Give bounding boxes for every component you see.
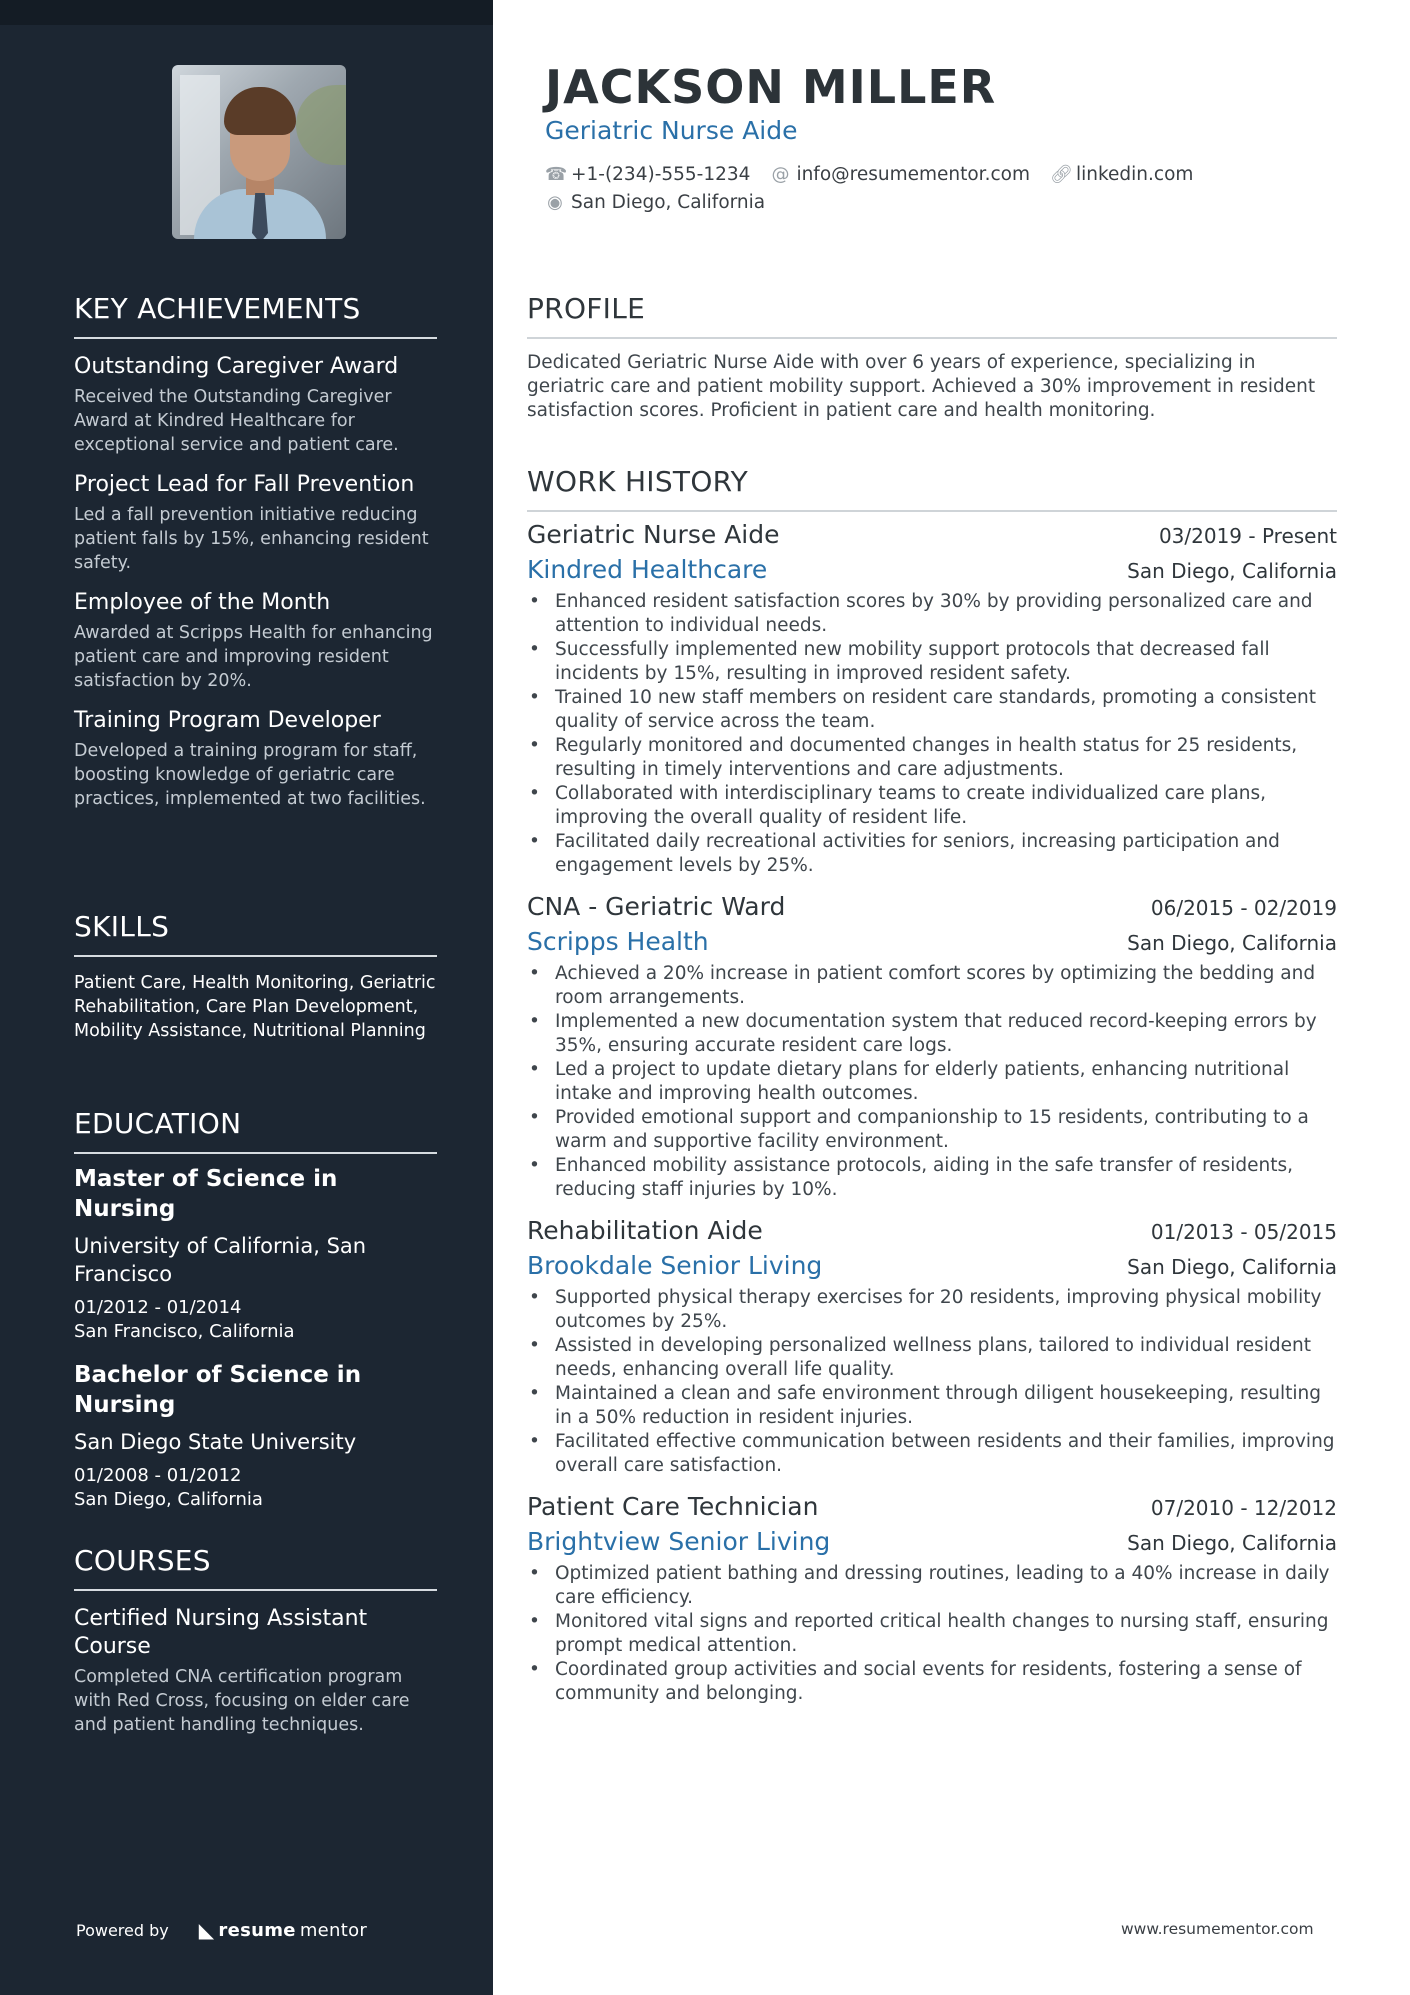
- brand-part1: resume: [218, 1919, 296, 1941]
- location-text: San Diego, California: [571, 192, 766, 213]
- candidate-role: Geriatric Nurse Aide: [545, 116, 798, 145]
- education-degree: Master of Science in Nursing: [74, 1166, 338, 1222]
- education-location: San Diego, California: [74, 1489, 263, 1510]
- bullet-item: • Monitored vital signs and reported critical health changes to nursing staff, ensuring prompt medical attention.: [527, 1610, 1337, 1658]
- achievement-item: [74, 471, 437, 575]
- achievement-title: Employee of the Month: [74, 590, 331, 615]
- job-entry: [527, 892, 1337, 1202]
- bullet-item: • Regularly monitored and documented changes in health status for 25 residents, resulting in timely interventions and care adjustments.: [527, 734, 1337, 782]
- job-location: San Diego, California: [1127, 931, 1337, 955]
- footer-url[interactable]: www.resumementor.com: [1121, 1920, 1314, 1938]
- phone-text: +1-(234)-555-1234: [571, 164, 751, 185]
- bullet-item: • Maintained a clean and safe environment through diligent housekeeping, resulting in a 50% reduction in resident injuries.: [527, 1382, 1337, 1430]
- achievement-title: Project Lead for Fall Prevention: [74, 472, 415, 497]
- course-title: Certified Nursing Assistant Course: [74, 1606, 368, 1659]
- resumementor-logo[interactable]: [199, 1918, 367, 1942]
- work-history-section: [527, 465, 1337, 1706]
- job-entry: [527, 1216, 1337, 1478]
- contact-location: [545, 192, 765, 213]
- location-item: [545, 192, 765, 213]
- work-history-heading: WORK HISTORY: [527, 465, 1337, 512]
- sidebar: [0, 0, 493, 1995]
- courses-heading: COURSES: [74, 1544, 437, 1591]
- powered-by-label: Powered by: [76, 1920, 169, 1940]
- job-company: Kindred Healthcare: [527, 555, 768, 584]
- skills-section: [74, 910, 437, 1043]
- course-item: [74, 1605, 437, 1737]
- profile-text: Dedicated Geriatric Nurse Aide with over 6 years of experience, specializing in geriatric care and patient mobility support. Achieved a 30% improvement in resident satisfaction scores. Proficient in patient care and health monitoring.: [527, 352, 1316, 421]
- bullet-item: • Implemented a new documentation system that reduced record-keeping errors by 35%, ensuring accurate resident care logs.: [527, 1010, 1337, 1058]
- profile-heading: PROFILE: [527, 292, 1337, 339]
- skills-list: Patient Care, Health Monitoring, Geriatric Rehabilitation, Care Plan Development, Mobility Assistance, Nutritional Planning: [74, 973, 436, 1041]
- job-dates: 03/2019 - Present: [1158, 524, 1337, 548]
- email-text: info@resumementor.com: [796, 164, 1030, 185]
- bullet-item: • Trained 10 new staff members on resident care standards, promoting a consistent quality of service across the team.: [527, 686, 1337, 734]
- job-entry: [527, 520, 1337, 878]
- bullet-item: • Enhanced resident satisfaction scores by 30% by providing personalized care and attention to individual needs.: [527, 590, 1337, 638]
- bullet-item: • Successfully implemented new mobility support protocols that decreased fall incidents by 15%, resulting in improved resident safety.: [527, 638, 1337, 686]
- contact-email[interactable]: [770, 164, 1030, 185]
- education-dates: 01/2012 - 01/2014: [74, 1297, 242, 1318]
- job-bullets: [527, 1286, 1337, 1478]
- job-title: CNA - Geriatric Ward: [527, 892, 786, 921]
- education-school: San Diego State University: [74, 1430, 357, 1454]
- achievement-text: Awarded at Scripps Health for enhancing patient care and improving resident satisfaction by 20%.: [74, 623, 433, 691]
- job-company: Brookdale Senior Living: [527, 1251, 823, 1280]
- bullet-item: • Facilitated daily recreational activities for seniors, increasing participation and engagement levels by 25%.: [527, 830, 1337, 878]
- education-heading: EDUCATION: [74, 1107, 437, 1154]
- at-icon: @: [771, 164, 790, 185]
- achievement-item: [74, 353, 437, 457]
- profile-section: [527, 292, 1337, 423]
- job-title: Patient Care Technician: [527, 1492, 819, 1521]
- bullet-item: • Supported physical therapy exercises for 20 residents, improving physical mobility outcomes by 25%.: [527, 1286, 1337, 1334]
- bullet-item: • Optimized patient bathing and dressing routines, leading to a 40% increase in daily care efficiency.: [527, 1562, 1337, 1610]
- profile-photo: [172, 65, 346, 239]
- job-dates: 06/2015 - 02/2019: [1150, 896, 1337, 920]
- achievements-heading: KEY ACHIEVEMENTS: [74, 292, 437, 339]
- achievement-text: Led a fall prevention initiative reducing patient falls by 15%, enhancing resident safety.: [74, 505, 429, 573]
- courses-section: [74, 1544, 437, 1737]
- linkedin-text: linkedin.com: [1075, 164, 1194, 185]
- bullet-item: • Led a project to update dietary plans for elderly patients, enhancing nutritional intake and improving health outcomes.: [527, 1058, 1337, 1106]
- job-title: Geriatric Nurse Aide: [527, 520, 780, 549]
- contact-linkedin[interactable]: [1050, 164, 1193, 185]
- bullet-item: • Achieved a 20% increase in patient comfort scores by optimizing the bedding and room arrangements.: [527, 962, 1337, 1010]
- contact-phone[interactable]: [545, 164, 750, 185]
- education-section: [74, 1107, 437, 1512]
- bullet-item: • Provided emotional support and companionship to 15 residents, contributing to a warm and supportive facility environment.: [527, 1106, 1337, 1154]
- achievement-text: Received the Outstanding Caregiver Award at Kindred Healthcare for exceptional service and patient care.: [74, 387, 399, 455]
- bullet-item: • Collaborated with interdisciplinary teams to create individualized care plans, improving the overall quality of resident life.: [527, 782, 1337, 830]
- achievement-title: Training Program Developer: [74, 708, 381, 733]
- job-company: Brightview Senior Living: [527, 1527, 831, 1556]
- education-degree: Bachelor of Science in Nursing: [74, 1362, 362, 1418]
- achievement-text: Developed a training program for staff, boosting knowledge of geriatric care practices, implemented at two facilities.: [74, 741, 426, 809]
- bullet-item: • Enhanced mobility assistance protocols, aiding in the safe transfer of residents, reducing staff injuries by 10%.: [527, 1154, 1337, 1202]
- achievement-title: Outstanding Caregiver Award: [74, 354, 399, 379]
- phone-icon: ☎: [545, 164, 568, 185]
- job-dates: 07/2010 - 12/2012: [1150, 1496, 1337, 1520]
- achievement-item: [74, 707, 437, 811]
- job-bullets: [527, 962, 1337, 1202]
- candidate-name: JACKSON MILLER: [545, 60, 997, 114]
- link-icon: 🔗︎: [1049, 164, 1073, 185]
- contact-row: [545, 164, 1193, 185]
- course-text: Completed CNA certification program with Red Cross, focusing on elder care and patient handling techniques.: [74, 1667, 410, 1735]
- bullet-item: • Assisted in developing personalized wellness plans, tailored to individual resident needs, enhancing overall life quality.: [527, 1334, 1337, 1382]
- brand-part2: mentor: [299, 1919, 368, 1941]
- skills-heading: SKILLS: [74, 910, 437, 957]
- job-entry: [527, 1492, 1337, 1706]
- job-company: Scripps Health: [527, 927, 709, 956]
- job-dates: 01/2013 - 05/2015: [1150, 1220, 1337, 1244]
- job-location: San Diego, California: [1127, 559, 1337, 583]
- job-location: San Diego, California: [1127, 1255, 1337, 1279]
- bullet-item: • Facilitated effective communication between residents and their families, improving overall care satisfaction.: [527, 1430, 1337, 1478]
- education-item: [74, 1360, 437, 1512]
- resumementor-logo-icon: ◣: [198, 1918, 215, 1942]
- map-pin-icon: ◉: [547, 192, 563, 213]
- job-title: Rehabilitation Aide: [527, 1216, 763, 1245]
- bullet-item: • Coordinated group activities and social events for residents, fostering a sense of community and belonging.: [527, 1658, 1337, 1706]
- education-item: [74, 1164, 437, 1344]
- powered-by: [76, 1918, 367, 1942]
- job-bullets: [527, 1562, 1337, 1706]
- achievement-item: [74, 589, 437, 693]
- education-dates: 01/2008 - 01/2012: [74, 1465, 242, 1486]
- job-location: San Diego, California: [1127, 1531, 1337, 1555]
- achievements-section: [74, 292, 437, 811]
- job-bullets: [527, 590, 1337, 878]
- education-location: San Francisco, California: [74, 1321, 295, 1342]
- education-school: University of California, San Francisco: [74, 1234, 367, 1286]
